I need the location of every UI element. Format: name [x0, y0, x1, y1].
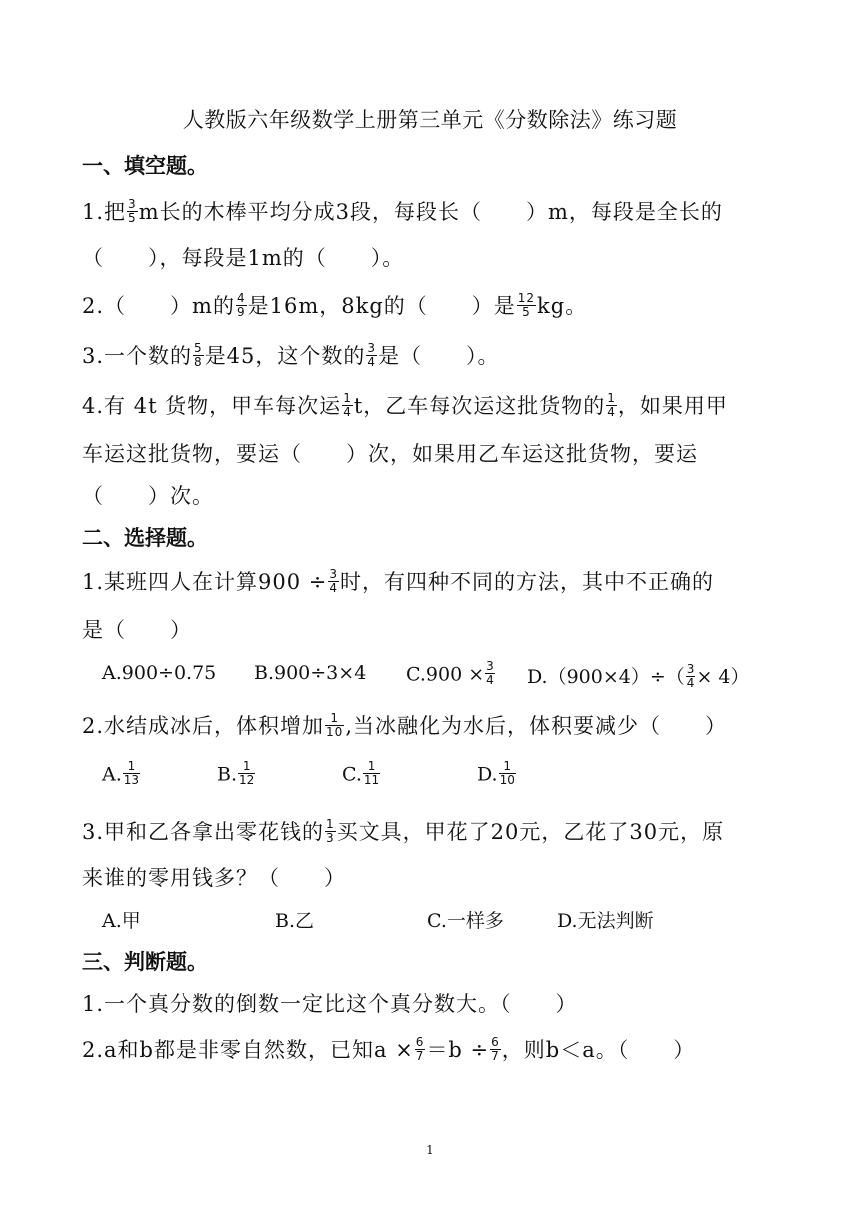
text: ＝b ÷ [426, 1038, 490, 1062]
judge-question-1: 1.一个真分数的倒数一定比这个真分数大。（ ） [82, 992, 578, 1016]
choice-2-option-a [102, 759, 141, 789]
choice-3-option-c: C.一样多 [427, 910, 504, 932]
choice-2-option-c [342, 759, 381, 789]
fill-question-4-cont: 车运这批货物，要运（ ）次，如果用乙车运这批货物，要运 [82, 442, 698, 466]
text: × 4） [696, 666, 750, 688]
choice-question-1 [82, 566, 714, 597]
choice-question-3 [82, 816, 724, 847]
text: t，乙车每次运这批货物的 [353, 394, 606, 418]
text: 2.a和b都是非零自然数，已知a × [82, 1038, 414, 1062]
fraction: $\frac{3}{4}$ [329, 567, 339, 595]
fraction: $\frac{1}{4}$ [343, 391, 352, 419]
text: ，则b＜a。（ ） [501, 1038, 696, 1062]
choice-3-option-d: D.无法判断 [557, 910, 654, 932]
text: D.（900×4）÷（ [527, 666, 685, 688]
fraction: $\frac{12}{5}$ [517, 291, 536, 319]
fraction: $\frac{1}{10}$ [499, 759, 515, 787]
text: 3.一个数的 [82, 344, 193, 368]
text: B. [217, 763, 238, 786]
choice-1-option-d [527, 662, 750, 692]
text: ,当冰融化为水后，体积要减少（ ） [345, 714, 728, 738]
section-fill-in-heading: 一、填空题。 [82, 154, 208, 178]
text: C.900 × [406, 663, 485, 686]
choice-1-option-b: B.900÷3×4 [254, 662, 367, 684]
choice-question-3-cont: 来谁的零用钱多？（ ） [82, 866, 346, 890]
fraction: $\frac{6}{7}$ [491, 1035, 500, 1063]
judge-question-2 [82, 1034, 695, 1065]
text: 1.把 [82, 200, 127, 224]
fraction: $\frac{1}{11}$ [363, 759, 380, 787]
page-number: 1 [426, 1143, 434, 1157]
text: 时，有四种不同的方法，其中不正确的 [340, 570, 715, 594]
section-choice-heading: 二、选择题。 [82, 526, 208, 550]
choice-2-option-b [217, 759, 256, 789]
text: 是45，这个数的 [204, 344, 366, 368]
text: 是（ ）。 [378, 344, 500, 368]
fraction: $\frac{3}{4}$ [367, 341, 377, 369]
choice-question-1-cont: 是（ ） [82, 618, 192, 642]
fraction: $\frac{1}{4}$ [607, 391, 616, 419]
text: 4.有 4t 货物，甲车每次运 [82, 394, 342, 418]
text: 买文具，甲花了20元，乙花了30元，原 [336, 820, 725, 844]
fraction: $\frac{6}{7}$ [415, 1035, 425, 1063]
text: 3.甲和乙各拿出零花钱的 [82, 820, 325, 844]
page-title: 人教版六年级数学上册第三单元《分数除法》练习题 [182, 108, 678, 132]
fraction: $\frac{3}{4}$ [686, 661, 695, 690]
text: C. [342, 763, 362, 786]
text: D. [477, 763, 498, 786]
text: m长的木棒平均分成3段，每段长（ ）m，每段是全长的 [138, 200, 723, 224]
choice-2-option-d [477, 759, 517, 789]
fill-question-4 [82, 390, 728, 421]
fill-question-3 [82, 340, 500, 371]
choice-1-option-c [406, 659, 496, 689]
choice-3-option-b: B.乙 [275, 910, 315, 932]
fill-question-1 [82, 196, 723, 227]
text: 是16m，8kg的（ ）是 [247, 294, 516, 318]
fraction: $\frac{1}{3}$ [326, 817, 335, 845]
text: 1.某班四人在计算900 ÷ [82, 570, 328, 594]
text: 2.（ ）m的 [82, 294, 235, 318]
fraction: $\frac{4}{9}$ [236, 291, 246, 319]
fill-question-2 [82, 290, 587, 321]
choice-3-option-a: A.甲 [102, 910, 141, 932]
section-judge-heading: 三、判断题。 [82, 950, 208, 974]
fraction: $\frac{3}{4}$ [486, 659, 494, 687]
fraction: $\frac{1}{13}$ [123, 759, 140, 787]
choice-1-option-a: A.900÷0.75 [102, 662, 217, 684]
fill-question-1-cont: （ ），每段是1m的（ ）。 [82, 246, 405, 270]
text: A. [102, 763, 122, 786]
fraction: $\frac{3}{5}$ [128, 197, 137, 225]
fraction: $\frac{1}{10}$ [326, 711, 344, 739]
text: ，如果用甲 [617, 394, 728, 418]
fill-question-4-cont2: （ ）次。 [82, 484, 214, 508]
choice-question-2 [82, 710, 727, 741]
text: kg。 [537, 294, 588, 318]
fraction: $\frac{5}{8}$ [194, 341, 203, 369]
fraction: $\frac{1}{12}$ [239, 759, 255, 787]
text: 2.水结成冰后，体积增加 [82, 714, 325, 738]
